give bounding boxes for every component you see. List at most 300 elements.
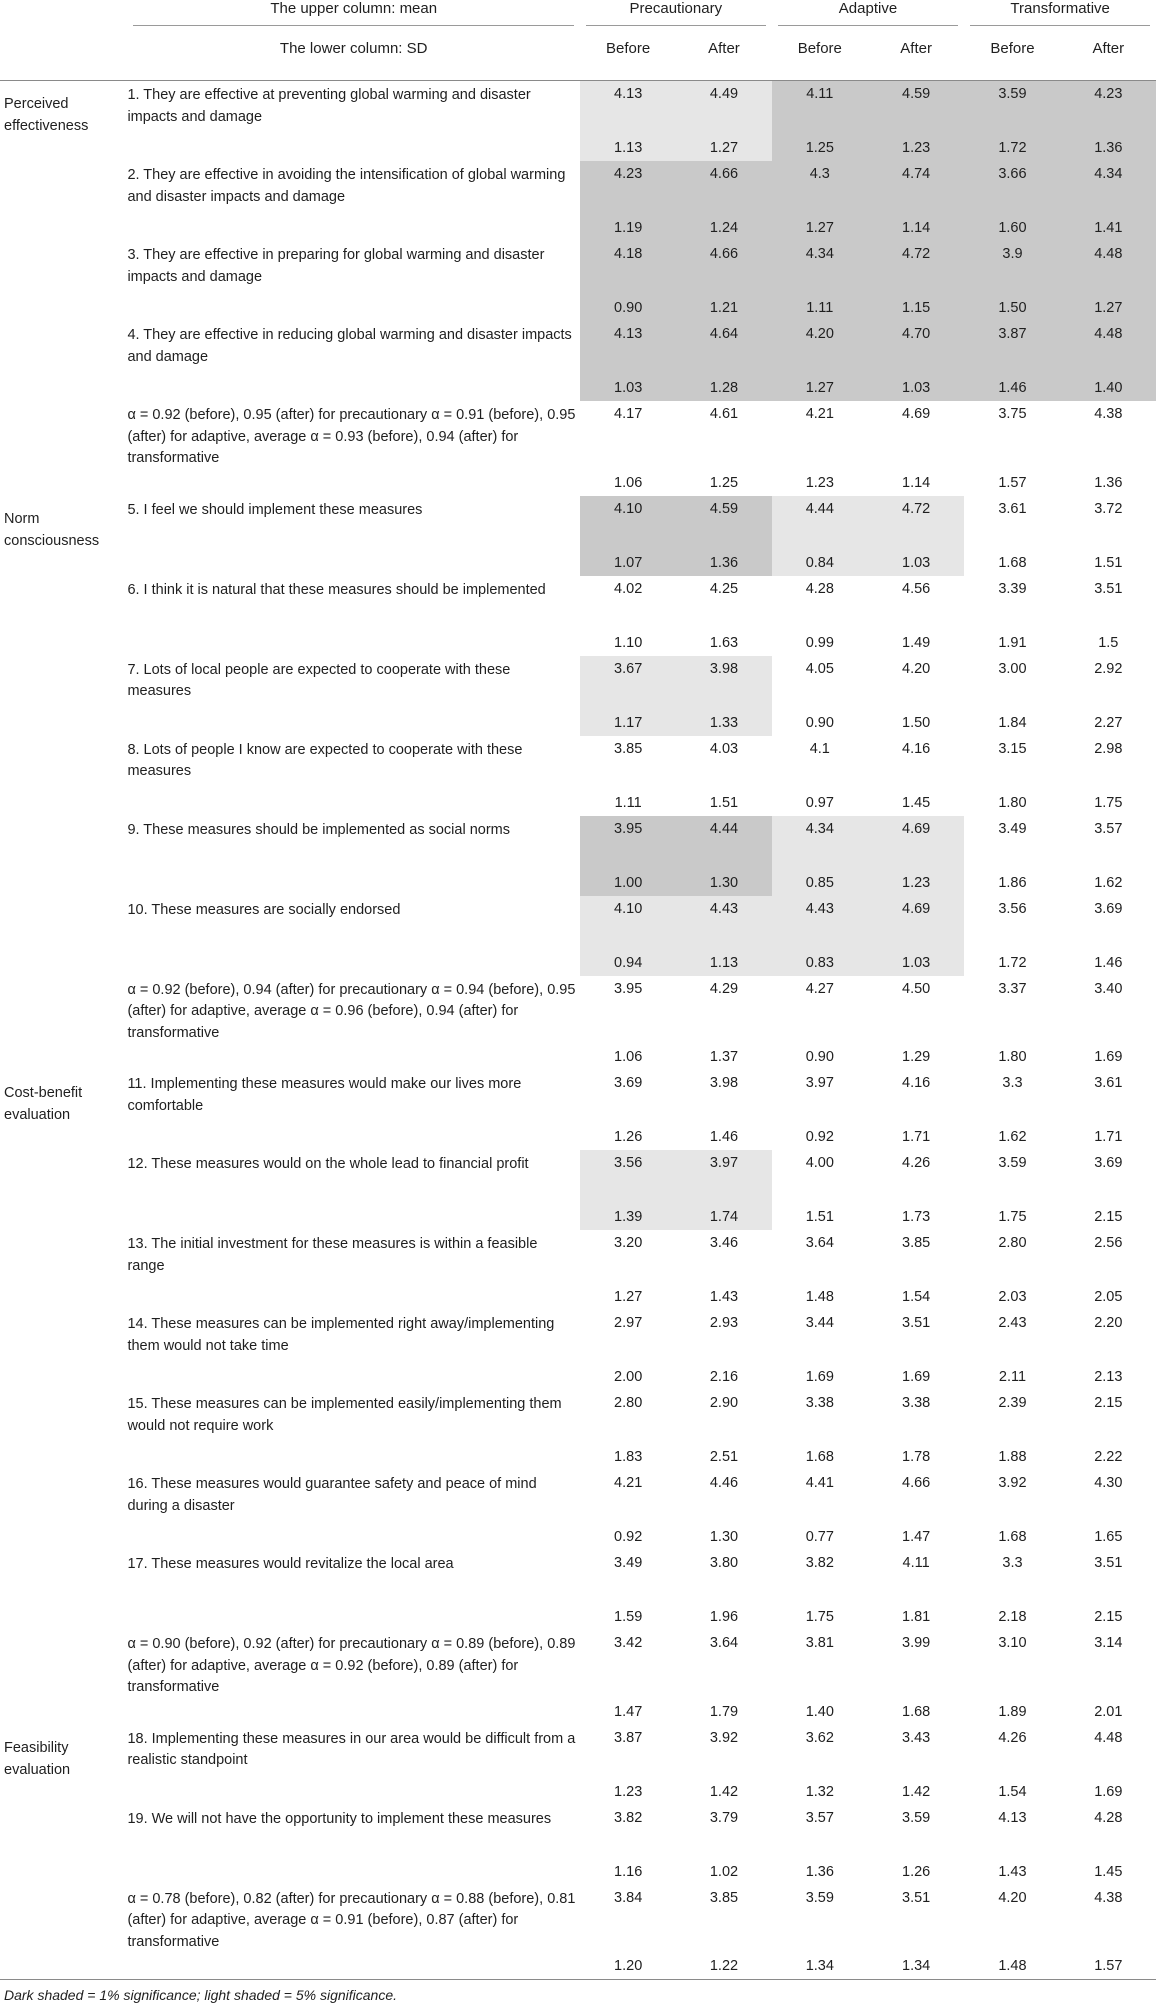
table-row (0, 736, 1156, 790)
sd-value: 1.30 (709, 1529, 739, 1545)
mean-value: 3.57 (1094, 820, 1123, 837)
mean-value: 2.90 (709, 1395, 739, 1411)
sd-value: 1.63 (709, 634, 739, 651)
alpha-summary: α = 0.92 (before), 0.94 (after) for precautionary α = 0.94 (before), 0.95 (after) for adaptive, average α = 0.96 (before), 0.94 (after) for transformative (127, 981, 576, 1041)
lower-column-label: The lower column: SD (127, 40, 580, 81)
sd-value: 1.16 (614, 1863, 643, 1880)
sd-value: 1.81 (902, 1609, 931, 1625)
table-row (0, 81, 1156, 136)
mean-value: 3.79 (709, 1809, 739, 1826)
table-row (0, 1070, 1156, 1124)
mean-value: 4.11 (902, 1555, 930, 1571)
sd-value: 1.50 (964, 295, 1060, 321)
group-precautionary: Precautionary (580, 0, 772, 40)
sd-value: 1.51 (709, 794, 739, 811)
mean-value: 4.66 (902, 1475, 931, 1491)
sd-value: 0.97 (805, 794, 834, 811)
sd-value: 1.14 (868, 215, 964, 241)
mean-value: 3.38 (805, 1395, 834, 1411)
sd-value: 1.75 (998, 1209, 1027, 1225)
mean-value: 3.85 (709, 1889, 739, 1906)
sd-value: 1.47 (614, 1703, 643, 1720)
sd-value: 0.83 (772, 950, 868, 976)
mean-value: 3.61 (1094, 1075, 1123, 1091)
sd-value: 1.20 (614, 1958, 643, 1974)
sd-value: 2.51 (709, 1449, 739, 1465)
table-row-sd (0, 1859, 1156, 1885)
sd-value: 2.15 (1094, 1609, 1123, 1625)
mean-value: 4.41 (805, 1475, 834, 1491)
item-text: 8. Lots of people I know are expected to cooperate with these measures (127, 741, 523, 779)
mean-value: 3.81 (805, 1635, 834, 1651)
mean-value: 3.67 (580, 656, 676, 710)
sd-value: 1.74 (676, 1204, 771, 1230)
sd-value: 1.36 (676, 550, 771, 576)
table-row-sd (0, 135, 1156, 161)
table-row-sd (0, 1204, 1156, 1230)
sd-value: 1.5 (1098, 634, 1119, 651)
sd-value: 1.83 (614, 1449, 643, 1465)
mean-value: 4.28 (805, 580, 834, 597)
sd-value: 1.51 (805, 1209, 834, 1225)
sd-value: 1.13 (580, 135, 676, 161)
sd-value: 1.40 (805, 1703, 834, 1720)
table-row-sd (0, 1779, 1156, 1805)
sd-value: 1.43 (709, 1289, 739, 1305)
mean-value: 3.37 (998, 980, 1027, 997)
mean-value: 3.20 (614, 1235, 643, 1251)
table-row (0, 976, 1156, 1045)
mean-value: 4.00 (805, 1155, 834, 1171)
mean-value: 2.39 (998, 1395, 1027, 1411)
mean-value: 4.46 (709, 1475, 739, 1491)
sd-value: 1.33 (676, 710, 771, 736)
sd-value: 1.11 (614, 794, 642, 811)
mean-value: 4.69 (868, 816, 964, 870)
table-row (0, 656, 1156, 710)
mean-value: 4.72 (868, 241, 964, 295)
mean-value: 4.05 (805, 660, 834, 677)
table-row (0, 321, 1156, 375)
category-label: Cost-benefit evaluation (4, 1085, 83, 1123)
mean-value: 3.62 (805, 1729, 834, 1746)
mean-value: 3.39 (998, 580, 1027, 597)
sd-value: 1.45 (1094, 1863, 1123, 1880)
sd-value: 1.36 (1061, 135, 1156, 161)
sd-value: 1.23 (868, 135, 964, 161)
sd-value: 1.89 (998, 1703, 1027, 1720)
mean-value: 3.51 (1094, 1555, 1123, 1571)
mean-value: 4.23 (580, 161, 676, 215)
sd-value: 1.03 (868, 950, 964, 976)
mean-value: 3.3 (1002, 1075, 1023, 1091)
sd-value: 1.17 (580, 710, 676, 736)
sd-value: 1.03 (868, 375, 964, 401)
mean-value: 3.82 (614, 1809, 643, 1826)
sd-value: 1.78 (902, 1449, 931, 1465)
sd-value: 1.27 (676, 135, 771, 161)
mean-value: 4.10 (580, 896, 676, 950)
sd-value: 1.69 (1094, 1049, 1123, 1065)
mean-value: 3.56 (998, 900, 1027, 917)
mean-value: 2.56 (1094, 1235, 1123, 1251)
mean-value: 3.51 (902, 1889, 931, 1906)
sd-value: 1.10 (614, 634, 643, 651)
table-row (0, 1725, 1156, 1779)
table-row-sd (0, 375, 1156, 401)
item-text: 5. I feel we should implement these measures (127, 501, 423, 518)
mean-value: 4.61 (709, 406, 739, 422)
sd-value: 1.40 (1061, 375, 1156, 401)
table-row-sd (0, 870, 1156, 896)
sd-value: 1.68 (998, 554, 1027, 571)
sd-value: 1.54 (902, 1289, 931, 1305)
sd-value: 2.05 (1094, 1289, 1123, 1305)
mean-value: 4.13 (580, 81, 676, 136)
table-row (0, 496, 1156, 550)
table-row-sd (0, 1444, 1156, 1470)
mean-value: 4.18 (580, 241, 676, 295)
sd-value: 0.94 (580, 950, 676, 976)
table-row (0, 1885, 1156, 1954)
sd-value: 1.59 (614, 1609, 643, 1625)
item-text: 1. They are effective at preventing global warming and disaster impacts and damage (127, 87, 531, 125)
sd-value: 2.01 (1094, 1703, 1123, 1720)
mean-value: 3.59 (902, 1809, 931, 1826)
mean-value: 3.66 (964, 161, 1060, 215)
mean-value: 4.56 (902, 580, 931, 597)
mean-value: 4.66 (676, 241, 771, 295)
sd-value: 1.27 (772, 215, 868, 241)
alpha-summary: α = 0.78 (before), 0.82 (after) for precautionary α = 0.88 (before), 0.81 (after) for adaptive, average α = 0.91 (before), 0.87 (after) for transformative (127, 1890, 576, 1950)
mean-value: 4.17 (614, 406, 643, 422)
table-row (0, 1630, 1156, 1699)
sd-value: 2.15 (1094, 1209, 1123, 1225)
table-row (0, 401, 1156, 470)
sd-value: 1.69 (1094, 1783, 1123, 1800)
sd-value: 1.80 (998, 1049, 1027, 1065)
mean-value: 4.50 (902, 980, 931, 997)
mean-value: 4.02 (614, 580, 643, 597)
sd-value: 1.42 (709, 1783, 739, 1800)
item-text: 16. These measures would guarantee safety and peace of mind during a disaster (127, 1476, 537, 1514)
sd-value: 2.11 (998, 1369, 1027, 1385)
sd-value: 1.03 (868, 550, 964, 576)
mean-value: 4.44 (772, 496, 868, 550)
mean-value: 2.97 (614, 1315, 643, 1331)
sd-value: 1.73 (902, 1209, 931, 1225)
table-row-sd (0, 295, 1156, 321)
sd-value: 1.84 (998, 714, 1027, 731)
mean-value: 4.20 (902, 660, 931, 677)
sd-value: 1.00 (580, 870, 676, 896)
item-text: 18. Implementing these measures in our area would be difficult from a realistic standpoint (127, 1730, 576, 1768)
sd-value: 1.72 (998, 954, 1027, 971)
mean-value: 4.20 (998, 1889, 1027, 1906)
mean-value: 3.87 (964, 321, 1060, 375)
mean-value: 3.98 (709, 1075, 739, 1091)
mean-value: 3.38 (902, 1395, 931, 1411)
col-after: After (1061, 40, 1156, 81)
mean-value: 3.98 (676, 656, 771, 710)
sd-value: 1.34 (902, 1958, 931, 1974)
item-text: 7. Lots of local people are expected to cooperate with these measures (127, 661, 511, 699)
sd-value: 1.80 (998, 794, 1027, 811)
sd-value: 1.07 (580, 550, 676, 576)
mean-value: 3.59 (964, 81, 1060, 136)
mean-value: 2.93 (709, 1315, 739, 1331)
table-row-sd (0, 470, 1156, 496)
col-before: Before (964, 40, 1060, 81)
item-text: 15. These measures can be implemented easily/implementing them would not require work (127, 1396, 562, 1434)
mean-value: 2.80 (998, 1235, 1027, 1251)
sd-value: 1.25 (772, 135, 868, 161)
mean-value: 4.11 (772, 81, 868, 136)
sd-value: 1.50 (902, 714, 931, 731)
sd-value: 1.96 (709, 1609, 739, 1625)
group-adaptive: Adaptive (772, 0, 965, 40)
sd-value: 1.06 (614, 1049, 643, 1065)
mean-value: 4.26 (998, 1729, 1027, 1746)
sd-value: 2.18 (998, 1609, 1027, 1625)
sd-value: 0.99 (805, 634, 834, 651)
table-row-sd (0, 1364, 1156, 1390)
mean-value: 4.21 (614, 1475, 643, 1491)
item-text: 3. They are effective in preparing for global warming and disaster impacts and damage (127, 247, 545, 285)
sd-value: 2.00 (614, 1369, 643, 1385)
sd-value: 1.26 (902, 1863, 931, 1880)
table-row-sd (0, 1044, 1156, 1070)
table-row (0, 241, 1156, 295)
mean-value: 4.13 (580, 321, 676, 375)
mean-value: 3.49 (614, 1555, 643, 1571)
sd-value: 1.46 (964, 375, 1060, 401)
mean-value: 3.95 (614, 980, 643, 997)
table-row (0, 161, 1156, 215)
item-text: 19. We will not have the opportunity to implement these measures (127, 1810, 552, 1827)
sd-value: 1.48 (998, 1958, 1027, 1974)
table-row-sd (0, 1124, 1156, 1150)
mean-value: 3.85 (902, 1235, 931, 1251)
sd-value: 1.62 (998, 1129, 1027, 1145)
mean-value: 3.42 (614, 1635, 643, 1651)
sd-value: 1.65 (1094, 1529, 1123, 1545)
sd-value: 1.69 (805, 1369, 834, 1385)
category-label: Feasibility evaluation (4, 1739, 71, 1778)
sd-value: 1.69 (902, 1369, 931, 1385)
sd-value: 1.54 (998, 1783, 1027, 1800)
mean-value: 4.27 (805, 980, 834, 997)
mean-value: 4.25 (709, 580, 739, 597)
sd-value: 1.25 (709, 474, 739, 491)
table-row-sd (0, 1604, 1156, 1630)
sd-value: 1.72 (964, 135, 1060, 161)
mean-value: 4.48 (1094, 1729, 1123, 1746)
sd-value: 1.24 (676, 215, 771, 241)
mean-value: 4.48 (1061, 321, 1156, 375)
mean-value: 3.61 (998, 500, 1027, 517)
sd-value: 1.23 (805, 474, 834, 491)
sd-value: 1.79 (709, 1703, 739, 1720)
mean-value: 4.69 (902, 406, 931, 422)
table-body (0, 81, 1156, 1980)
sd-value: 1.36 (805, 1863, 834, 1880)
sd-value: 1.36 (1094, 474, 1123, 491)
mean-value: 3.00 (998, 660, 1027, 677)
sd-value: 1.68 (805, 1449, 834, 1465)
mean-value: 3.64 (805, 1235, 834, 1251)
mean-value: 4.1 (809, 740, 830, 757)
sd-value: 1.14 (902, 474, 931, 491)
sd-value: 1.49 (902, 634, 931, 651)
table-row (0, 1550, 1156, 1604)
mean-value: 4.16 (902, 1075, 931, 1091)
sd-value: 1.46 (1094, 954, 1123, 971)
item-text: 13. The initial investment for these measures is within a feasible range (127, 1236, 538, 1274)
table-row-sd (0, 630, 1156, 656)
mean-value: 3.82 (805, 1555, 834, 1571)
item-text: 4. They are effective in reducing global warming and disaster impacts and damage (127, 327, 572, 365)
mean-value: 4.21 (805, 406, 834, 422)
mean-value: 4.38 (1094, 406, 1123, 422)
mean-value: 2.43 (998, 1315, 1027, 1331)
sd-value: 1.75 (1094, 794, 1123, 811)
sd-value: 1.39 (580, 1204, 676, 1230)
sd-value: 1.15 (868, 295, 964, 321)
mean-value: 3.92 (709, 1729, 739, 1746)
mean-value: 4.23 (1061, 81, 1156, 136)
mean-value: 3.43 (902, 1729, 931, 1746)
sd-value: 1.91 (998, 634, 1027, 651)
item-text: 11. Implementing these measures would make our lives more comfortable (127, 1076, 522, 1114)
sd-value: 2.22 (1094, 1449, 1123, 1465)
sd-value: 1.13 (676, 950, 771, 976)
mean-value: 4.28 (1094, 1809, 1123, 1826)
table-row (0, 1390, 1156, 1444)
sd-value: 1.27 (614, 1289, 643, 1305)
mean-value: 3.51 (1094, 580, 1123, 597)
sd-value: 1.19 (580, 215, 676, 241)
mean-value: 4.34 (1061, 161, 1156, 215)
table-row-sd (0, 1699, 1156, 1725)
sd-value: 1.71 (902, 1129, 931, 1145)
mean-value: 4.34 (772, 816, 868, 870)
mean-value: 3.69 (1094, 1155, 1123, 1171)
mean-value: 2.92 (1094, 660, 1123, 677)
col-before: Before (772, 40, 868, 81)
sd-value: 1.57 (1094, 1958, 1123, 1974)
mean-value: 4.49 (676, 81, 771, 136)
mean-value: 4.29 (709, 980, 739, 997)
mean-value: 4.13 (998, 1809, 1027, 1826)
sd-value: 1.68 (902, 1703, 931, 1720)
mean-value: 4.44 (676, 816, 771, 870)
mean-value: 4.70 (868, 321, 964, 375)
category-label: Perceived effectiveness (4, 96, 89, 134)
sd-value: 1.32 (805, 1783, 834, 1800)
item-text: 9. These measures should be implemented as social norms (127, 821, 511, 838)
table-row (0, 1310, 1156, 1364)
mean-value: 4.3 (772, 161, 868, 215)
mean-value: 4.20 (772, 321, 868, 375)
mean-value: 3.3 (1002, 1555, 1023, 1571)
sd-value: 1.30 (676, 870, 771, 896)
table-row-sd (0, 1284, 1156, 1310)
sd-value: 1.02 (709, 1863, 739, 1880)
sd-value: 0.92 (805, 1129, 834, 1145)
sd-value: 1.46 (709, 1129, 739, 1145)
mean-value: 4.30 (1094, 1475, 1123, 1491)
mean-value: 4.43 (676, 896, 771, 950)
mean-value: 3.14 (1094, 1635, 1123, 1651)
sd-value: 1.26 (614, 1129, 643, 1145)
mean-value: 3.87 (614, 1729, 643, 1746)
sd-value: 1.06 (614, 474, 643, 491)
col-before: Before (580, 40, 676, 81)
sd-value: 1.29 (902, 1049, 931, 1065)
table-row-sd (0, 550, 1156, 576)
sd-value: 2.16 (709, 1369, 739, 1385)
upper-column-label: The upper column: mean (127, 0, 580, 40)
table-row (0, 816, 1156, 870)
table-row-sd (0, 1953, 1156, 1979)
col-after: After (868, 40, 964, 81)
mean-value: 4.48 (1061, 241, 1156, 295)
category-label: Norm consciousness (4, 510, 100, 549)
sd-value: 1.68 (998, 1529, 1027, 1545)
mean-value: 4.72 (868, 496, 964, 550)
table-row-sd (0, 1524, 1156, 1550)
mean-value: 2.98 (1094, 740, 1123, 757)
item-text: 14. These measures can be implemented right away/implementing them would not take time (127, 1316, 555, 1354)
table-row-sd (0, 950, 1156, 976)
sd-value: 2.27 (1094, 714, 1123, 731)
sd-value: 1.11 (772, 295, 868, 321)
alpha-summary: α = 0.92 (before), 0.95 (after) for precautionary α = 0.91 (before), 0.95 (after) for adaptive, average α = 0.93 (before), 0.94 (after) for transformative (127, 407, 576, 466)
sd-value: 1.28 (676, 375, 771, 401)
mean-value: 3.40 (1094, 980, 1123, 997)
mean-value: 4.59 (676, 496, 771, 550)
mean-value: 3.44 (805, 1315, 834, 1331)
mean-value: 3.57 (805, 1809, 834, 1826)
mean-value: 3.75 (998, 406, 1027, 422)
mean-value: 3.99 (902, 1635, 931, 1651)
mean-value: 3.69 (614, 1075, 643, 1091)
mean-value: 3.56 (580, 1150, 676, 1204)
sd-value: 1.57 (998, 474, 1027, 491)
sd-value: 1.03 (580, 375, 676, 401)
mean-value: 3.95 (580, 816, 676, 870)
mean-value: 3.9 (964, 241, 1060, 295)
mean-value: 3.92 (998, 1475, 1027, 1491)
sd-value: 1.23 (868, 870, 964, 896)
table-row (0, 896, 1156, 950)
mean-value: 3.84 (614, 1889, 643, 1906)
mean-value: 3.46 (709, 1235, 739, 1251)
table-row (0, 1470, 1156, 1524)
alpha-summary: α = 0.90 (before), 0.92 (after) for precautionary α = 0.89 (before), 0.89 (after) for adaptive, average α = 0.92 (before), 0.89 (after) for transformative (127, 1636, 576, 1695)
sd-value: 0.90 (805, 1049, 834, 1065)
sd-value: 1.27 (1061, 295, 1156, 321)
mean-value: 3.49 (998, 820, 1027, 837)
mean-value: 4.16 (902, 740, 931, 757)
mean-value: 4.26 (902, 1155, 931, 1171)
sd-value: 1.34 (805, 1958, 834, 1974)
sd-value: 1.45 (902, 794, 931, 811)
mean-value: 3.85 (614, 740, 643, 757)
sd-value: 1.51 (1094, 554, 1123, 571)
sd-value: 0.77 (805, 1529, 834, 1545)
